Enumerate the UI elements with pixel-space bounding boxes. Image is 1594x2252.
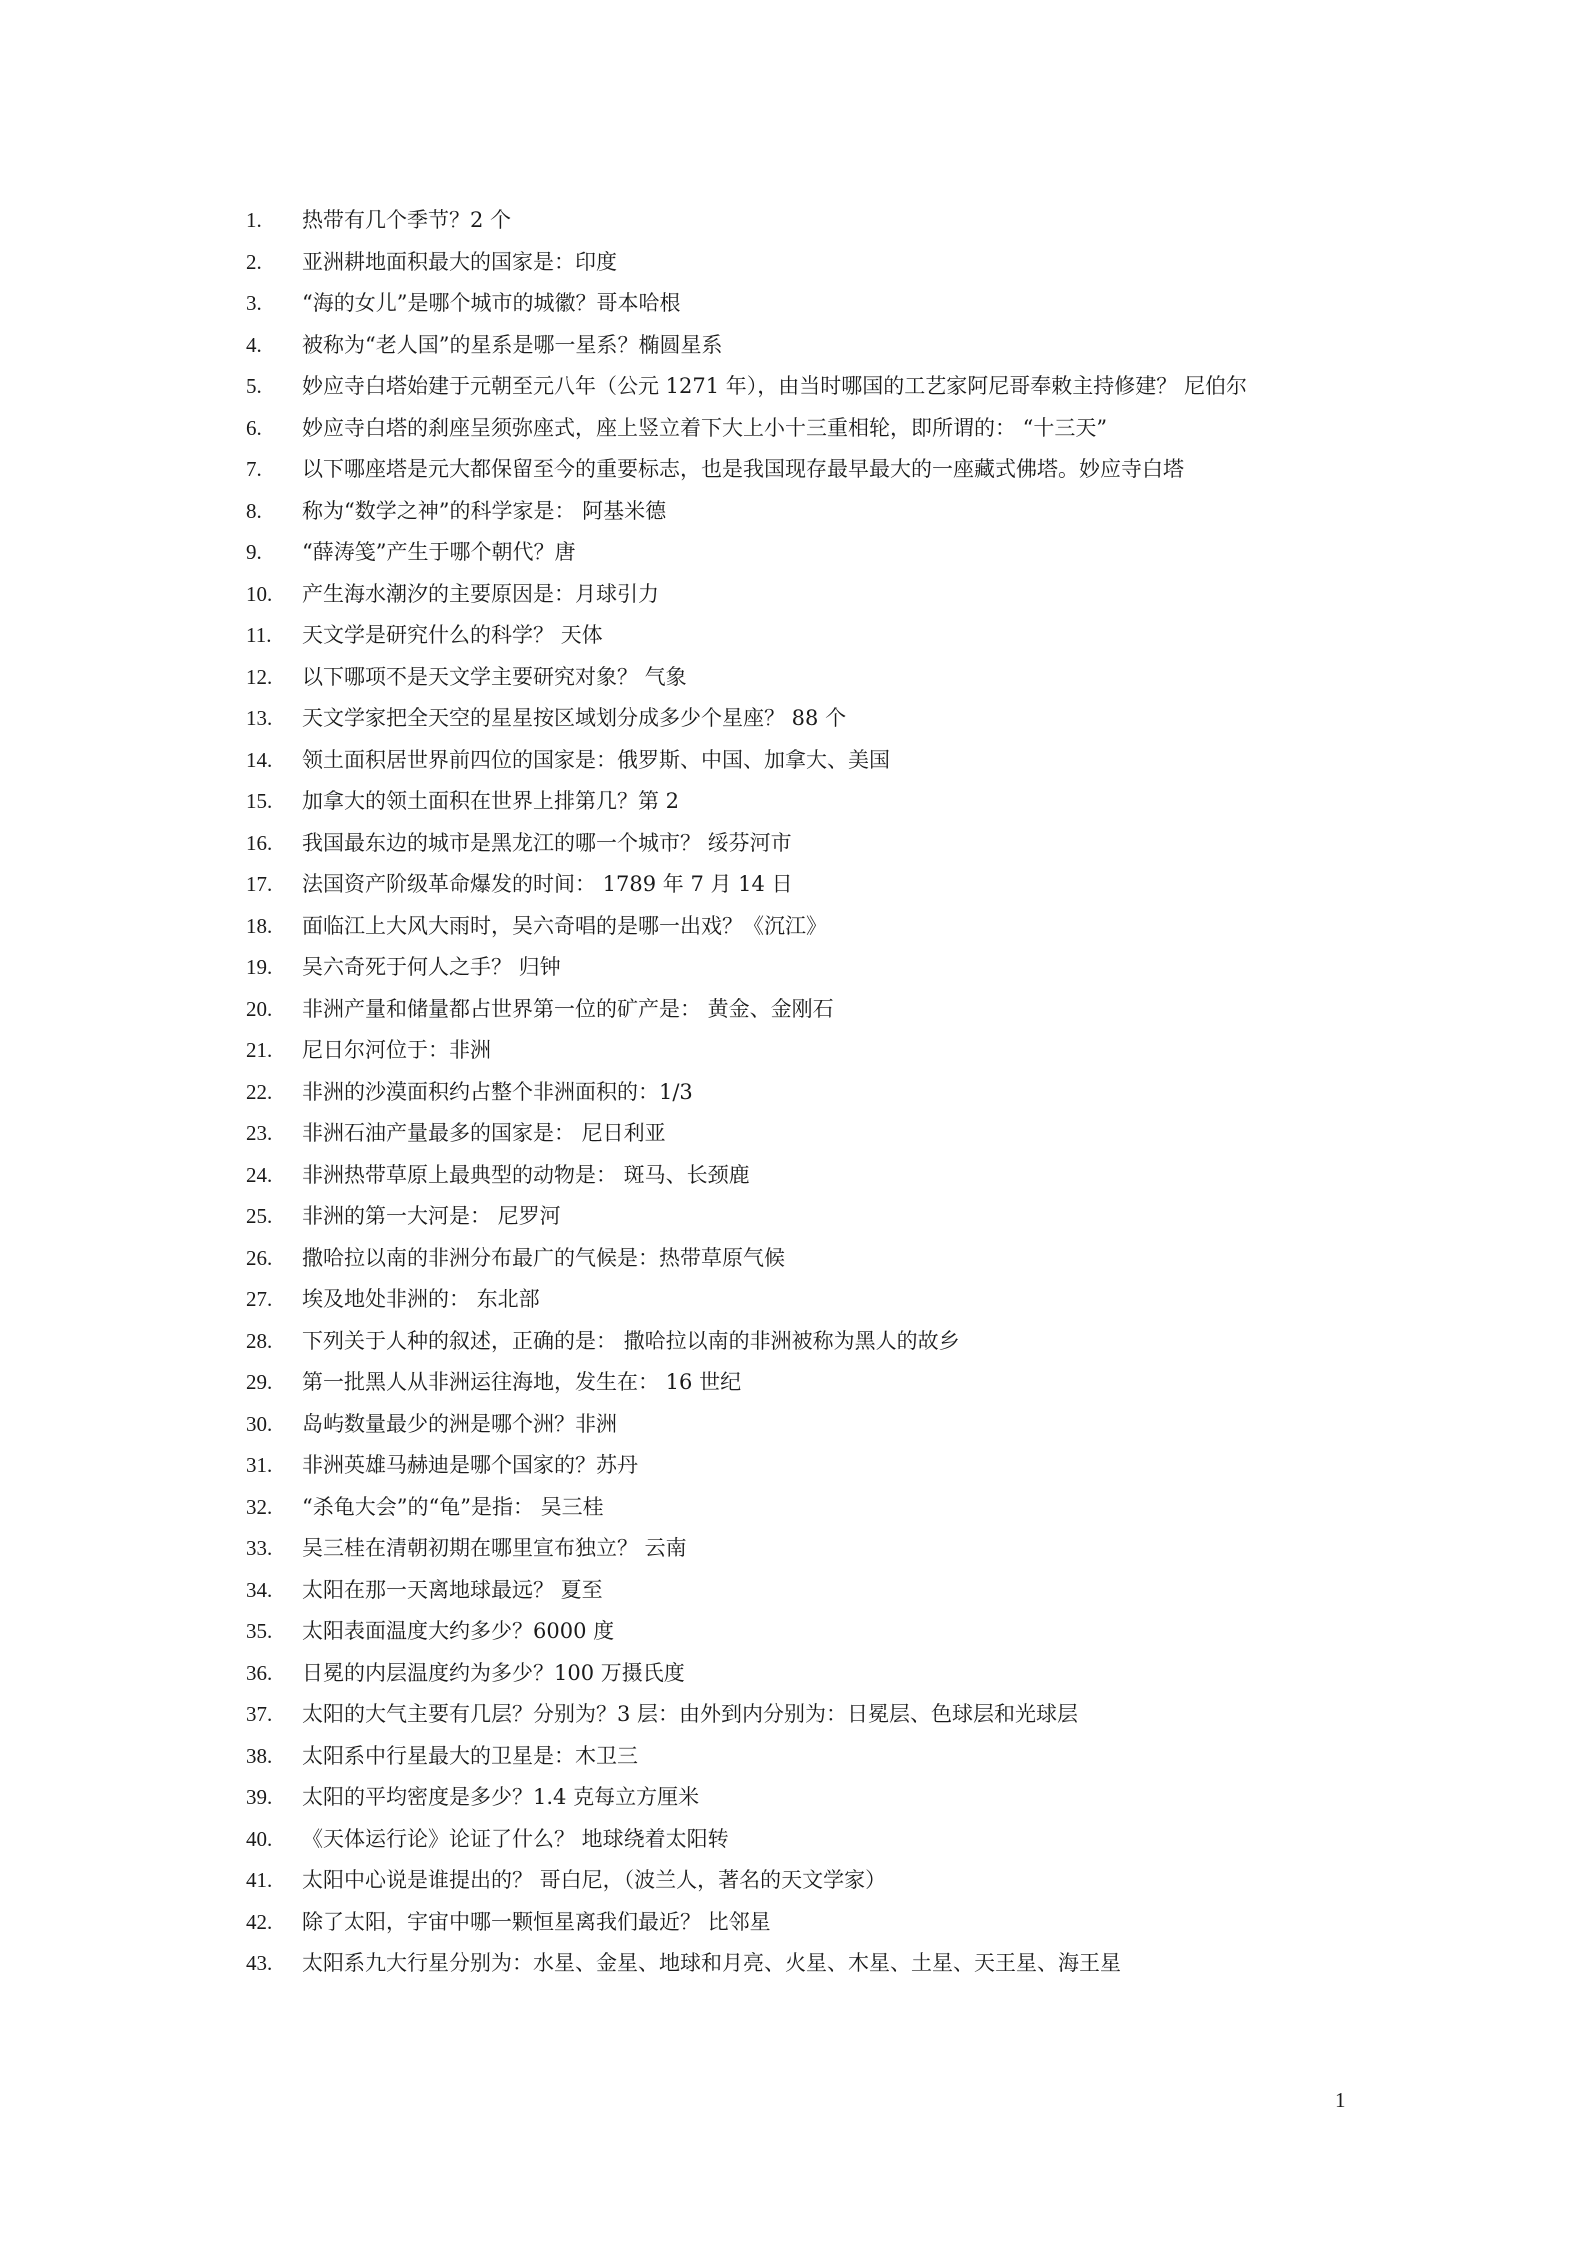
list-item [232, 1404, 1362, 1446]
list-item [232, 1570, 1362, 1612]
list-item [232, 1155, 1362, 1197]
list-item [232, 408, 1362, 450]
item-number: 36. [246, 1660, 273, 1685]
list-item [232, 1777, 1362, 1819]
item-number: 32. [246, 1494, 273, 1519]
item-number: 26. [246, 1245, 273, 1270]
item-number: 27. [246, 1287, 273, 1311]
item-text: “海的女儿”是哪个城市的城徽？哥本哈根 [302, 291, 681, 315]
item-text: 吴三桂在清朝初期在哪里宣布独立？ 云南 [302, 1536, 687, 1560]
list-item [232, 532, 1362, 574]
list-item [232, 864, 1362, 906]
list-item [232, 1653, 1362, 1695]
item-number: 28. [246, 1328, 273, 1353]
item-number: 41. [246, 1868, 273, 1892]
item-number: 4. [246, 332, 262, 357]
item-number: 30. [246, 1411, 273, 1436]
list-item [232, 283, 1362, 325]
item-text: 称为“数学之神”的科学家是： 阿基米德 [302, 498, 667, 523]
list-item [232, 698, 1362, 740]
item-text: 被称为“老人国”的星系是哪一星系？椭圆星系 [302, 332, 723, 357]
item-number: 6. [246, 415, 262, 440]
item-text: 法国资产阶级革命爆发的时间： 1789 年 7 月 14 日 [302, 872, 793, 896]
item-text: 面临江上大风大雨时，吴六奇唱的是哪一出戏？《沉江》 [302, 913, 827, 938]
question-answer-list [232, 200, 1362, 1985]
item-text: “杀龟大会”的“龟”是指： 吴三桂 [302, 1494, 604, 1519]
list-item [232, 1860, 1362, 1902]
list-item [232, 574, 1362, 616]
list-item [232, 1819, 1362, 1861]
item-text: 产生海水潮汐的主要原因是：月球引力 [302, 581, 659, 606]
list-item [232, 740, 1362, 782]
item-number: 1. [246, 208, 262, 232]
item-number: 18. [246, 913, 273, 938]
item-text: 太阳中心说是谁提出的？ 哥白尼，（波兰人，著名的天文学家） [302, 1868, 887, 1892]
list-item [232, 989, 1362, 1031]
item-text: 我国最东边的城市是黑龙江的哪一个城市？ 绥芬河市 [302, 830, 792, 855]
item-number: 21. [246, 1038, 273, 1062]
item-text: 太阳在那一天离地球最远？ 夏至 [302, 1577, 603, 1602]
page-number: 1 [1335, 2088, 1346, 2112]
item-text: 除了太阳，宇宙中哪一颗恒星离我们最近？ 比邻星 [302, 1909, 771, 1934]
list-item [232, 491, 1362, 533]
item-text: 太阳的平均密度是多少？1.4 克每立方厘米 [302, 1785, 700, 1809]
item-text: 《天体运行论》论证了什么？ 地球绕着太阳转 [302, 1826, 729, 1851]
item-text: 热带有几个季节？2 个 [302, 208, 512, 232]
item-number: 33. [246, 1536, 273, 1560]
item-text: 加拿大的领土面积在世界上排第几？第 2 [302, 789, 680, 813]
item-number: 19. [246, 955, 273, 979]
item-number: 11. [246, 623, 272, 647]
list-item [232, 1736, 1362, 1778]
item-text: 岛屿数量最少的洲是哪个洲？非洲 [302, 1411, 617, 1436]
list-item [232, 657, 1362, 699]
item-number: 7. [246, 457, 262, 481]
item-text: 非洲的沙漠面积约占整个非洲面积的：1/3 [302, 1079, 693, 1104]
item-text: 吴六奇死于何人之手？ 归钟 [302, 955, 561, 979]
item-text: 太阳系中行星最大的卫星是：木卫三 [302, 1743, 638, 1768]
item-number: 38. [246, 1743, 273, 1768]
item-number: 2. [246, 249, 262, 274]
list-item [232, 325, 1362, 367]
list-item [232, 1902, 1362, 1944]
list-item [232, 1362, 1362, 1404]
item-number: 13. [246, 706, 273, 730]
list-item [232, 823, 1362, 865]
item-number: 16. [246, 830, 273, 855]
list-item [232, 1943, 1362, 1985]
item-text: 非洲石油产量最多的国家是： 尼日利亚 [302, 1121, 666, 1145]
list-item [232, 1611, 1362, 1653]
item-text: 天文学是研究什么的科学？ 天体 [302, 623, 603, 647]
item-number: 22. [246, 1079, 273, 1104]
item-number: 39. [246, 1785, 273, 1809]
list-item [232, 1238, 1362, 1280]
item-number: 29. [246, 1370, 273, 1394]
item-number: 31. [246, 1453, 273, 1477]
item-text: 下列关于人种的叙述，正确的是： 撒哈拉以南的非洲被称为黑人的故乡 [302, 1328, 960, 1353]
item-text: 尼日尔河位于：非洲 [302, 1038, 491, 1062]
list-item [232, 449, 1362, 491]
list-item [232, 1528, 1362, 1570]
list-item [232, 1321, 1362, 1363]
item-text: 撒哈拉以南的非洲分布最广的气候是：热带草原气候 [302, 1245, 785, 1270]
list-item [232, 1445, 1362, 1487]
list-item [232, 1694, 1362, 1736]
item-number: 3. [246, 291, 262, 315]
list-item [232, 1030, 1362, 1072]
list-item [232, 366, 1362, 408]
item-number: 24. [246, 1162, 273, 1187]
list-item [232, 1196, 1362, 1238]
item-text: 妙应寺白塔始建于元朝至元八年（公元 1271 年），由当时哪国的工艺家阿尼哥奉敕主持修建？ 尼伯尔 [302, 374, 1247, 398]
item-number: 25. [246, 1204, 273, 1228]
item-text: 日冕的内层温度约为多少？100 万摄氏度 [302, 1660, 685, 1685]
item-text: “薛涛笺”产生于哪个朝代？唐 [302, 540, 576, 564]
item-text: 太阳的大气主要有几层？分别为？3 层：由外到内分别为：日冕层、色球层和光球层 [302, 1702, 1079, 1726]
list-item [232, 1113, 1362, 1155]
item-number: 17. [246, 872, 273, 896]
item-number: 42. [246, 1909, 273, 1934]
list-item [232, 947, 1362, 989]
list-item [232, 1279, 1362, 1321]
list-item [232, 615, 1362, 657]
item-text: 非洲热带草原上最典型的动物是： 斑马、长颈鹿 [302, 1162, 750, 1187]
item-number: 43. [246, 1951, 273, 1975]
list-item [232, 781, 1362, 823]
item-number: 12. [246, 664, 273, 689]
item-text: 非洲产量和储量都占世界第一位的矿产是： 黄金、金刚石 [302, 996, 834, 1021]
list-item [232, 1072, 1362, 1114]
item-text: 亚洲耕地面积最大的国家是：印度 [302, 249, 617, 274]
item-number: 14. [246, 747, 273, 772]
item-number: 34. [246, 1577, 273, 1602]
item-text: 非洲的第一大河是： 尼罗河 [302, 1204, 561, 1228]
item-number: 8. [246, 498, 262, 523]
item-number: 35. [246, 1619, 273, 1643]
item-number: 23. [246, 1121, 273, 1145]
item-number: 9. [246, 540, 262, 564]
item-text: 以下哪项不是天文学主要研究对象？ 气象 [302, 664, 687, 689]
item-number: 5. [246, 374, 262, 398]
item-number: 15. [246, 789, 273, 813]
item-text: 领土面积居世界前四位的国家是：俄罗斯、中国、加拿大、美国 [302, 747, 890, 772]
list-item [232, 200, 1362, 242]
item-number: 37. [246, 1702, 273, 1726]
item-text: 以下哪座塔是元大都保留至今的重要标志，也是我国现存最早最大的一座藏式佛塔。妙应寺白塔 [302, 457, 1184, 481]
item-text: 太阳表面温度大约多少？6000 度 [302, 1619, 615, 1643]
item-text: 第一批黑人从非洲运往海地，发生在： 16 世纪 [302, 1370, 742, 1394]
item-number: 10. [246, 581, 273, 606]
item-text: 非洲英雄马赫迪是哪个国家的？苏丹 [302, 1453, 638, 1477]
list-item [232, 242, 1362, 284]
list-item [232, 906, 1362, 948]
item-number: 20. [246, 996, 273, 1021]
item-text: 太阳系九大行星分别为：水星、金星、地球和月亮、火星、木星、土星、天王星、海王星 [302, 1951, 1121, 1975]
item-number: 40. [246, 1826, 273, 1851]
item-text: 天文学家把全天空的星星按区域划分成多少个星座？ 88 个 [302, 706, 847, 730]
item-text: 妙应寺白塔的刹座呈须弥座式，座上竖立着下大上小十三重相轮，即所谓的： “十三天” [302, 415, 1108, 440]
list-item [232, 1487, 1362, 1529]
item-text: 埃及地处非洲的： 东北部 [302, 1287, 540, 1311]
